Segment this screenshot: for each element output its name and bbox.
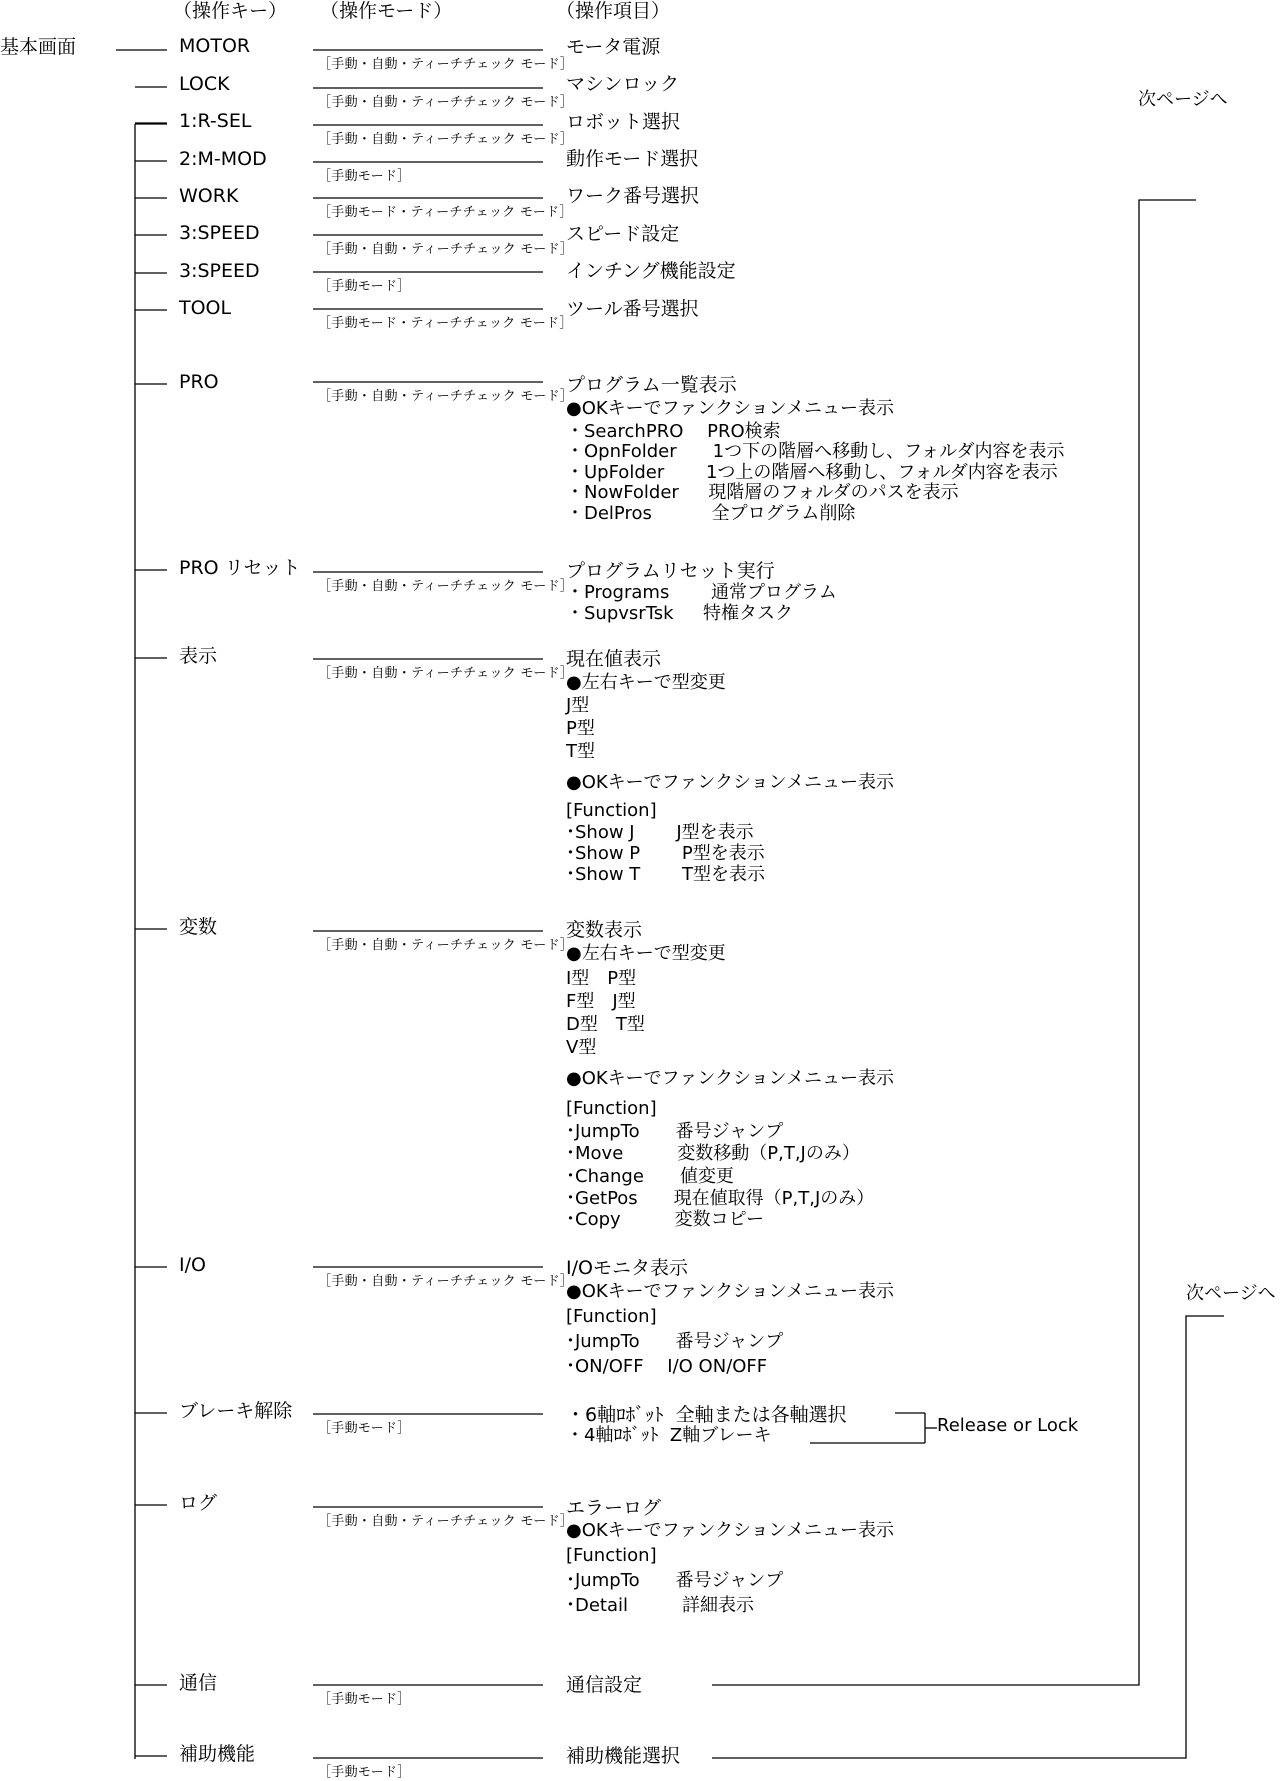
mode-label: ［手動・自動・ティーチチェック モード］: [318, 95, 574, 110]
key-label: WORK: [179, 185, 239, 207]
key-label: 3:SPEED: [179, 222, 260, 244]
next-page-label: 次ページへ: [1186, 1283, 1276, 1304]
item-title: 現在値表示: [566, 648, 662, 670]
key-label: 変数: [179, 916, 218, 938]
key-label: PRO リセット: [179, 557, 301, 579]
key-label: MOTOR: [179, 35, 251, 57]
item-detail-line: ●OKキーでファンクションメニュー表示: [566, 772, 895, 793]
item-detail-line: ・OpnFolder 1つ下の階層へ移動し、フォルダ内容を表示: [566, 441, 1065, 462]
mode-label: ［手動モード］: [318, 169, 411, 184]
item-detail-line: [Function]: [566, 1306, 657, 1327]
release-or-lock-label: Release or Lock: [937, 1415, 1079, 1436]
mode-label: ［手動モード］: [318, 279, 411, 294]
key-label: 通信: [179, 1672, 218, 1694]
header-key: （操作キー）: [173, 0, 288, 22]
next-page-label: 次ページへ: [1138, 89, 1228, 110]
item-title: プログラムリセット実行: [566, 560, 775, 582]
item-detail-line: [Function]: [566, 1545, 657, 1566]
item-detail-line: F型 J型: [566, 991, 636, 1012]
item-title: ワーク番号選択: [566, 185, 700, 207]
key-label: ログ: [179, 1492, 218, 1514]
item-title: 補助機能選択: [566, 1745, 681, 1767]
item-detail-line: ･Show T T型を表示: [566, 864, 766, 885]
item-title: ロボット選択: [566, 111, 681, 133]
item-title: 変数表示: [566, 919, 643, 941]
mode-label: ［手動モード］: [318, 1692, 411, 1707]
item-title: モータ電源: [566, 36, 661, 58]
key-label: PRO: [179, 371, 219, 393]
item-detail-line: ・UpFolder 1つ上の階層へ移動し、フォルダ内容を表示: [566, 462, 1058, 483]
header-item: （操作項目）: [556, 0, 671, 22]
item-title: エラーログ: [566, 1497, 662, 1519]
root-node: 基本画面: [0, 36, 77, 58]
item-title: インチング機能設定: [566, 260, 736, 282]
item-detail-line: ・SupvsrTsk 特権タスク: [566, 603, 793, 624]
mode-label: ［手動・自動・ティーチチェック モード］: [318, 132, 574, 147]
item-title: マシンロック: [566, 73, 680, 95]
mode-label: ［手動・自動・ティーチチェック モード］: [318, 579, 574, 594]
item-detail-line: V型: [566, 1037, 597, 1058]
mode-label: ［手動・自動・ティーチチェック モード］: [318, 57, 574, 72]
item-detail-line: P型: [566, 718, 595, 739]
key-label: I/O: [179, 1254, 206, 1276]
key-label: 3:SPEED: [179, 260, 260, 282]
item-detail-line: ･JumpTo 番号ジャンプ: [566, 1121, 784, 1142]
mode-label: ［手動・自動・ティーチチェック モード］: [318, 1514, 574, 1529]
item-detail-line: [Function]: [566, 800, 657, 821]
mode-label: ［手動・自動・ティーチチェック モード］: [318, 666, 574, 681]
item-detail-line: ･Copy 変数コピー: [566, 1209, 764, 1230]
item-detail-line: ●左右キーで型変更: [566, 943, 726, 964]
item-detail-line: J型: [566, 695, 590, 716]
mode-label: ［手動・自動・ティーチチェック モード］: [318, 938, 574, 953]
mode-label: ［手動・自動・ティーチチェック モード］: [318, 389, 574, 404]
item-detail-line: ・DelPros 全プログラム削除: [566, 503, 856, 524]
mode-label: ［手動モード］: [318, 1421, 411, 1436]
key-label: ブレーキ解除: [179, 1400, 293, 1422]
item-title: ・6軸ﾛﾎﾞｯﾄ 全軸または各軸選択: [566, 1404, 847, 1426]
item-detail-line: ･JumpTo 番号ジャンプ: [566, 1570, 784, 1591]
item-detail-line: ･Show P P型を表示: [566, 843, 765, 864]
item-detail-line: [Function]: [566, 1098, 657, 1119]
item-detail-line: T型: [566, 741, 595, 762]
header-mode: （操作モード）: [320, 0, 453, 22]
key-label: LOCK: [179, 73, 230, 95]
item-detail-line: ･Show J J型を表示: [566, 822, 754, 843]
item-detail-line: ●OKキーでファンクションメニュー表示: [566, 398, 895, 419]
item-detail-line: D型 T型: [566, 1014, 645, 1035]
mode-label: ［手動・自動・ティーチチェック モード］: [318, 1274, 574, 1289]
item-detail-line: ●OKキーでファンクションメニュー表示: [566, 1520, 895, 1541]
item-detail-line: ･Change 値変更: [566, 1166, 734, 1187]
item-title: スピード設定: [566, 223, 680, 245]
key-label: TOOL: [179, 297, 232, 319]
item-title: I/Oモニタ表示: [566, 1257, 688, 1279]
item-detail-line: I型 P型: [566, 968, 637, 989]
item-detail-line: ●OKキーでファンクションメニュー表示: [566, 1281, 895, 1302]
item-title: ツール番号選択: [566, 298, 699, 320]
key-label: 表示: [179, 645, 218, 667]
item-title: 動作モード選択: [566, 148, 699, 170]
item-title: プログラム一覧表示: [566, 374, 737, 396]
next-page-connector: [712, 200, 1196, 1685]
item-detail-line: ･ON/OFF I/O ON/OFF: [566, 1356, 768, 1377]
item-title: 通信設定: [566, 1674, 643, 1696]
item-detail-line: ・Programs 通常プログラム: [566, 582, 837, 603]
item-detail-line: ●OKキーでファンクションメニュー表示: [566, 1068, 895, 1089]
mode-label: ［手動・自動・ティーチチェック モード］: [318, 242, 574, 257]
item-detail-line: ･GetPos 現在値取得（P,T,Jのみ）: [566, 1188, 875, 1209]
mode-label: ［手動モード・ティーチチェック モード］: [318, 205, 573, 220]
key-label: 補助機能: [179, 1743, 256, 1765]
mode-label: ［手動モード］: [318, 1765, 411, 1780]
item-detail-line: ・SearchPRO PRO検索: [566, 421, 781, 442]
item-detail-line: ･JumpTo 番号ジャンプ: [566, 1331, 784, 1352]
item-detail-line: ・4軸ﾛﾎﾞｯﾄ Z軸ブレーキ: [566, 1425, 772, 1446]
key-label: 2:M-MOD: [179, 148, 267, 170]
key-label: 1:R-SEL: [179, 110, 252, 132]
item-detail-line: ●左右キーで型変更: [566, 672, 726, 693]
item-detail-line: ･Detail 詳細表示: [566, 1595, 755, 1616]
mode-label: ［手動モード・ティーチチェック モード］: [318, 316, 573, 331]
item-detail-line: ･Move 変数移動（P,T,Jのみ）: [566, 1143, 860, 1164]
item-detail-line: ・NowFolder 現階層のフォルダのパスを表示: [566, 482, 959, 503]
